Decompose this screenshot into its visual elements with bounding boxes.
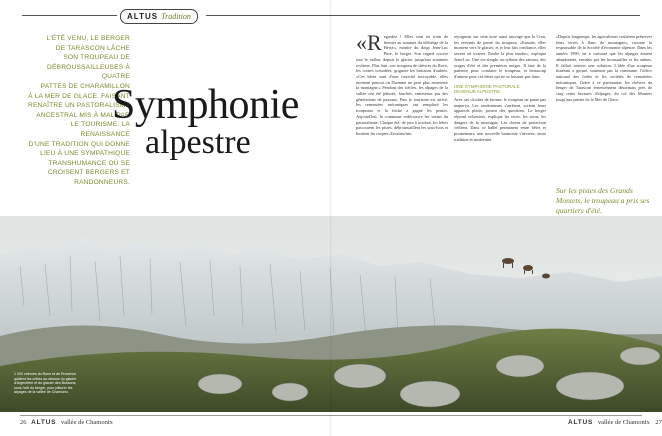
column-2-text: rejoignent sur cette terre aussi sauvage que la Crau, les versants de pierre du troupeau. «Ensuite, elles montent vers le glacier, et je leur fais confiance, elles savent où trouver l'herbe la plus tendre», explique Jean-Luc. Une vie simple, au rythme des saisons, des orages d'été et des premières neiges. Il faut de la patience pour conduire le troupeau, et beaucoup d'amour pour ces bêtes qui ne se laissent pas faire. [454,34,546,79]
body-column-1 [356,34,448,212]
header-rule-left [22,15,117,16]
column-1-text: egardez ! Elles sont en train de brouter au sommet du télésiège de la Herse», montre du doigt Jean-Luc Pitre, le berger. Son regard couvre tout le vallon, depuis le glacier jusqu'aux sommets rocheux. Plus loin, son troupeau de chèvres du Rove, les cornes torsadées, grignote les buissons d'aulnes. «Ces bêtes sont d'une rusticité incroyable, elles montent partout où l'homme ne peut plus entretenir la montagne.» Pendant des siècles, les alpages de la vallée ont été pâturés, fauchés, entretenus par des générations de paysans. Puis le tourisme est arrivé, les remontées mécaniques ont remplacé les troupeaux et la friche a gagné les pentes. Aujourd'hui, la commune redécouvre les vertus du pastoralisme. Chaque été, de juin à octobre, les bêtes parcourent les pistes, débroussaillent les sous-bois et limitent les risques d'avalanches. [356,34,448,136]
page-number-left: 26 [20,419,27,426]
column-2b-text: Avec ses cloches de bronze, le troupeau ne passe pas inaperçu. Les randonneurs s'arrêtent, sortent leurs appareils photo, posent des questions. Le berger répond volontiers, explique les races, les soins, les dangers de la montagne. Les chiens de protection veillent. Dans ce ballet permanent entre bêtes et promeneurs, une nouvelle harmonie s'invente, entre tradition et modernité. [454,96,546,142]
article-title-line1: Symphonie [112,82,299,128]
drop-cap: «R [356,34,382,55]
footer-text-right: vallée de Chamonix [597,419,650,426]
body-column-3 [556,34,652,182]
article-title-line2: alpestre [145,124,251,161]
photo-caption: 1 000 chèvres du Rove et de Provence quittent les crêtes au-dessus du glacier d'Argentière et du glacier des Bossons, sous l'œil du berger, pour pâturer les alpages de la vallée de Chamonix. [14,372,77,395]
footer-rule [20,415,642,416]
subheading: UNE SYMPHONIE PASTORALE DEVENUE ALPESTRE [454,83,520,95]
footer-right [568,419,662,426]
header-rule-right [206,15,640,16]
column-3-text: «Depuis longtemps, les agriculteurs voulaient préserver leurs terres à flanc de montagne», raconte la responsable de la Société d'économie alpestre. Dans les années 1990, on a constaté que les alpages étaient abandonnés, envahis par les broussailles et les aulnes. Il fallait trouver une solution. L'idée d'un troupeau itinérant a germé, soutenue par la commune, l'office national des forêts et les sociétés de remontées mécaniques. Grâce à ce partenariat, les chèvres du berger de Tarascon entretiennent désormais près de cinq cents hectares d'alpages, du col des Montets jusqu'aux pentes de la Mer de Glace. [556,34,652,102]
section-name: Tradition [161,12,191,21]
page-gutter [330,0,332,436]
brand-logo: ALTUS [127,12,159,21]
footer-brand-right: ALTUS [568,419,594,426]
footer-brand-left: ALTUS [31,419,57,426]
footer-text-left: vallée de Chamonix [60,419,113,426]
intro-text: L'ÉTÉ VENU, LE BERGER DE TARASCON LÂCHE SON TROUPEAU DE DÉBROUSSAILLEUSES À QUATRE PATTES DE CHARAMILLON À LA MER DE GLACE. FAISANT RENAÎTRE UN PASTORALISME ANCESTRAL MIS À MAL PAR LE TOURISME. LA RENAISSANCE D'UNE TRADITION QUI DONNE LIEU À UNE SYMPATHIQUE TRANSHUMANCE OÙ SE CROISENT BERGERS ET RANDONNEURS. [27,35,130,186]
pull-quote: Sur les pistes des Grands Montets, le troupeau a pris ses quartiers d'été. [556,186,650,215]
footer-left [20,419,113,426]
body-column-2 [454,34,546,234]
page-number-right: 27 [655,419,662,426]
section-tag [120,9,198,24]
